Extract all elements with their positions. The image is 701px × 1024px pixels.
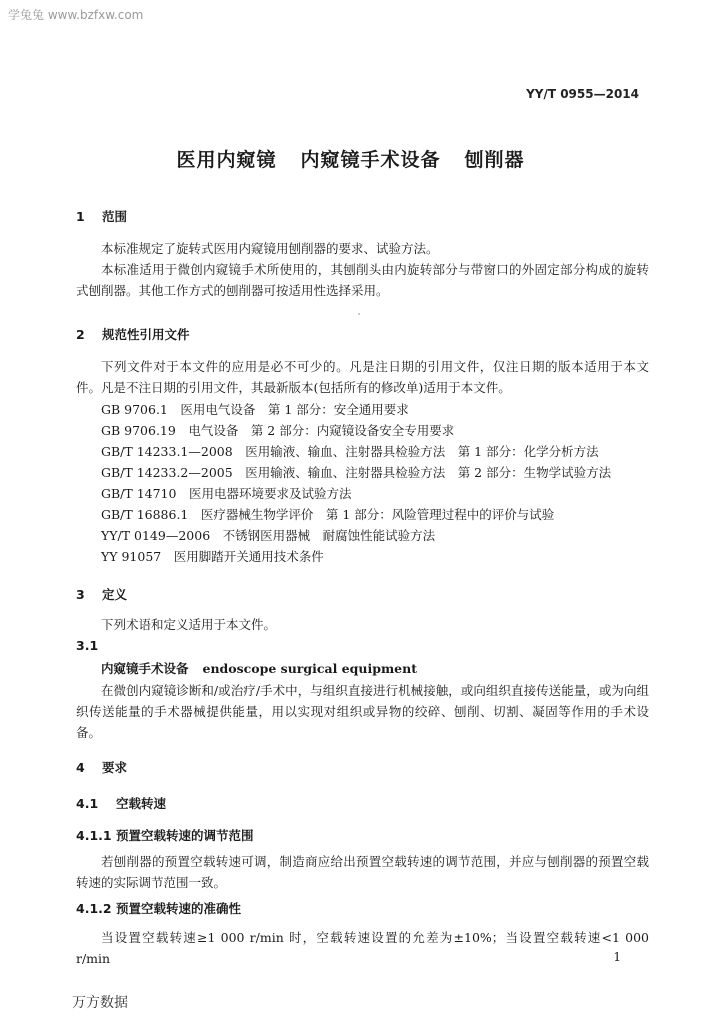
standard-number: YY/T 0955—2014 (526, 87, 639, 101)
paragraph: 下列术语和定义适用于本文件。 (101, 617, 277, 632)
title-part-1: 医用内窥镜 (176, 149, 277, 171)
section-number: 3 (76, 587, 85, 602)
section-title: 预置空载转速的调节范围 (116, 828, 254, 843)
section-3-heading (76, 585, 127, 603)
reference-item: YY 91057 医用脚踏开关通用技术条件 (101, 549, 324, 564)
reference-item: GB/T 14710 医用电器环境要求及试验方法 (101, 486, 352, 501)
term-number: 3.1 (76, 638, 99, 653)
page-number: 1 (613, 950, 621, 964)
document-title (0, 145, 701, 172)
paragraph: 下列文件对于本文件的应用是必不可少的。凡是注日期的引用文件，仅注日期的版本适用于本文件。凡是不注日期的引用文件，其最新版本(包括所有的修改单)适用于本文件。 (76, 359, 649, 395)
title-part-3: 刨削器 (464, 149, 525, 171)
section-1-heading (76, 207, 127, 225)
section-number: 1 (76, 209, 85, 224)
term-definition: 在微创内窥镜诊断和/或治疗/手术中，与组织直接进行机械接触，或向组织直接传送能量，或为向组织传送能量的手术器械提供能量，用以实现对组织或异物的绞碎、刨削、切割、凝固等作用的手术设备。 (76, 683, 649, 740)
section-number: 2 (76, 327, 85, 342)
section-title: 范围 (102, 209, 128, 224)
watermark-text: 学兔兔 www.bzfxw.com (8, 8, 144, 22)
subsection-4-1-heading (76, 794, 166, 812)
section-title: 空载转速 (116, 796, 167, 811)
section-title: 预置空载转速的准确性 (116, 901, 242, 916)
term-english: endoscope surgical equipment (202, 661, 417, 676)
section-number: 4.1.1 (76, 828, 112, 843)
scan-speck (358, 313, 360, 315)
term-entry (101, 659, 417, 677)
subsection-4-1-1-heading (76, 826, 254, 844)
section-title: 定义 (102, 587, 128, 602)
reference-item: YY/T 0149—2006 不锈钢医用器械 耐腐蚀性能试验方法 (101, 528, 436, 543)
section-number: 4.1 (76, 796, 99, 811)
title-part-2: 内窥镜手术设备 (300, 149, 441, 171)
term-chinese: 内窥镜手术设备 (101, 661, 189, 676)
section-4-heading (76, 758, 127, 776)
reference-item: GB 9706.19 电气设备 第 2 部分：内窥镜设备安全专用要求 (101, 423, 455, 438)
paragraph: 本标准规定了旋转式医用内窥镜用刨削器的要求、试验方法。 (101, 241, 439, 256)
paragraph: 当设置空载转速≥1 000 r/min 时，空载转速设置的允差为±10%；当设置空载转速<1 000 r/min (76, 930, 649, 966)
section-number: 4 (76, 760, 85, 775)
reference-item: GB/T 16886.1 医疗器械生物学评价 第 1 部分：风险管理过程中的评价与试验 (101, 507, 555, 522)
section-2-heading (76, 325, 190, 343)
subsection-4-1-2-heading (76, 899, 241, 917)
reference-item: GB/T 14233.2—2005 医用输液、输血、注射器具检验方法 第 2 部分：生物学试验方法 (101, 465, 612, 480)
paragraph: 若刨削器的预置空载转速可调，制造商应给出预置空载转速的调节范围，并应与刨削器的预置空载转速的实际调节范围一致。 (76, 854, 649, 890)
paragraph: 本标准适用于微创内窥镜手术所使用的，其刨削头由内旋转部分与带窗口的外固定部分构成的旋转式刨削器。其他工作方式的刨削器可按适用性选择采用。 (76, 262, 649, 298)
section-title: 规范性引用文件 (102, 327, 190, 342)
section-number: 4.1.2 (76, 901, 112, 916)
footer-source-text: 万方数据 (72, 995, 128, 1011)
section-title: 要求 (102, 760, 128, 775)
reference-item: GB/T 14233.1—2008 医用输液、输血、注射器具检验方法 第 1 部分：化学分析方法 (101, 444, 599, 459)
reference-item: GB 9706.1 医用电气设备 第 1 部分：安全通用要求 (101, 402, 409, 417)
